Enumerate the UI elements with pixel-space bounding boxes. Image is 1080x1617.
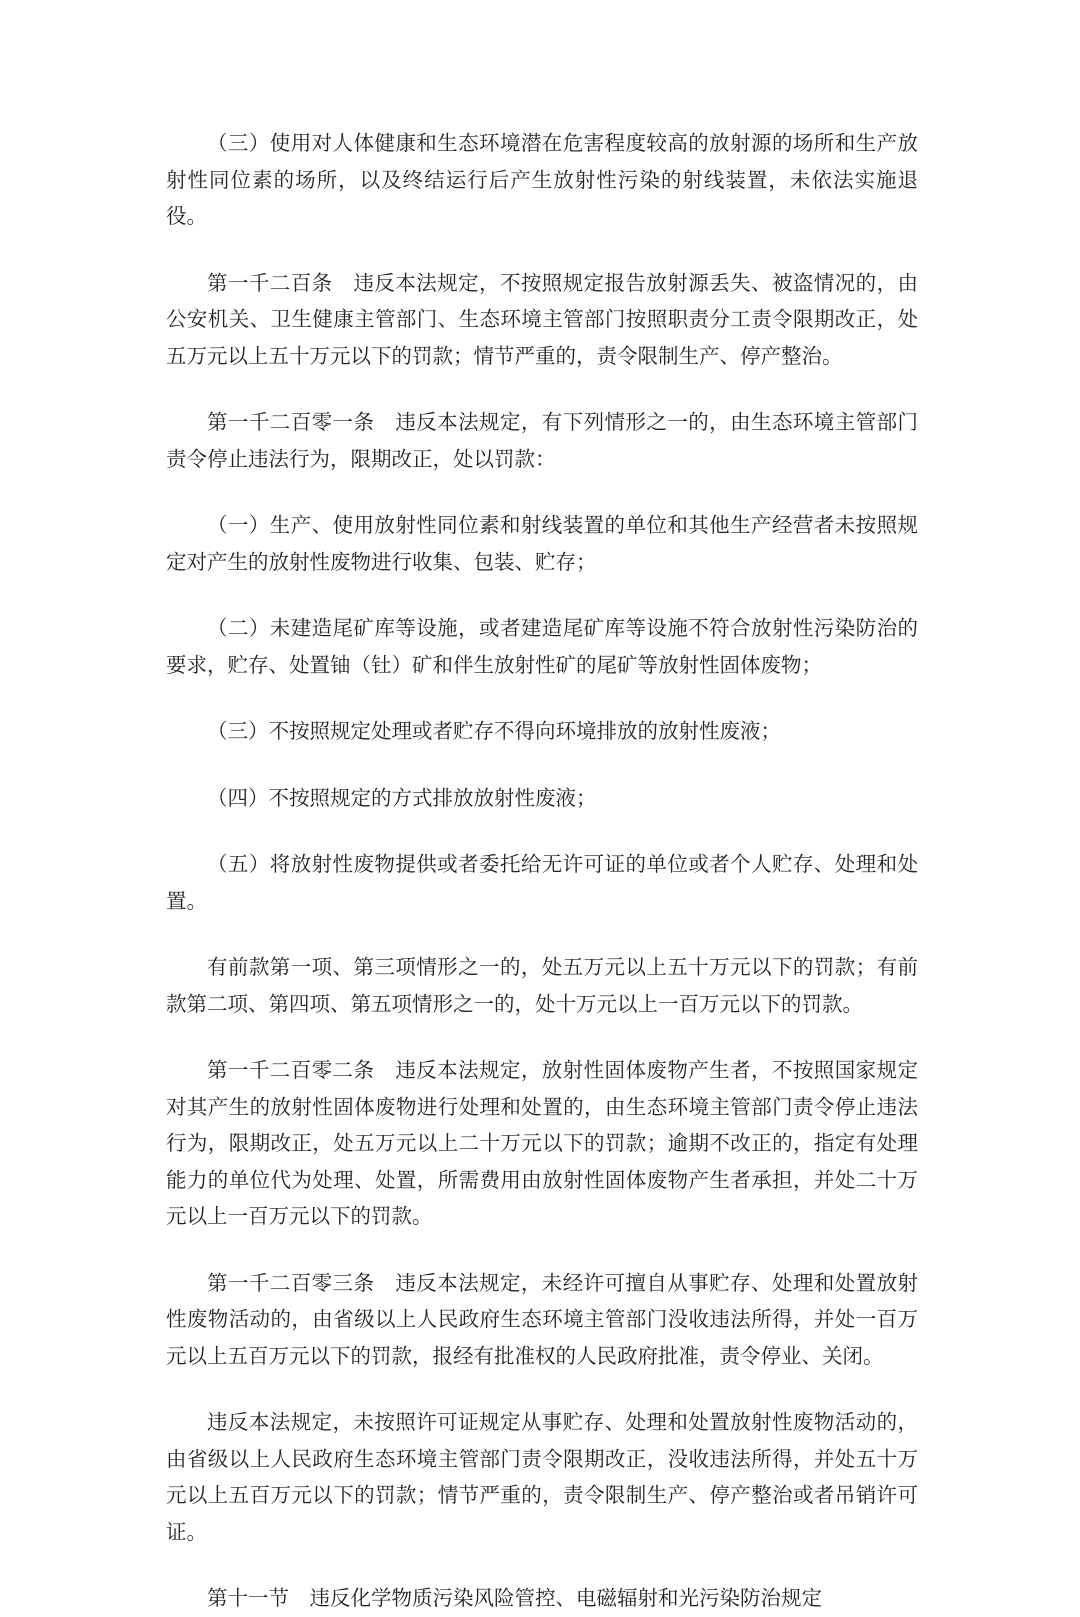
document-body (166, 125, 918, 1617)
paragraph-item-3-decommission: （三）使用对人体健康和生态环境潜在危害程度较高的放射源的场所和生产放射性同位素的场所，以及终结运行后产生放射性污染的射线装置，未依法实施退役。 (166, 131, 918, 228)
article-1203: 第一千二百零三条 违反本法规定，未经许可擅自从事贮存、处理和处置放射性废物活动的，由省级以上人民政府生态环境主管部门没收违法所得，并处一百万元以上五百万元以下的罚款，报经有批准权的人民政府批准，责令停业、关闭。 (166, 1270, 918, 1368)
section-heading: 第十一节 违反化学物质污染风险管控、电磁辐射和光污染防治规定 (207, 1586, 822, 1610)
article-1201-item-5: （五）将放射性废物提供或者委托给无许可证的单位或者个人贮存、处理和处置。 (166, 852, 918, 913)
article-1201-item-4: （四）不按照规定的方式排放放射性废液； (207, 785, 597, 810)
article-1200: 第一千二百条 违反本法规定，不按照规定报告放射源丢失、被盗情况的，由公安机关、卫生健康主管部门、生态环境主管部门按照职责分工责令限期改正，处五万元以上五十万元以下的罚款；情节严重的，责令限制生产、停产整治。 (166, 270, 918, 368)
article-1203-paragraph-2: 违反本法规定，未按照许可证规定从事贮存、处理和处置放射性废物活动的，由省级以上人民政府生态环境主管部门责令限期改正，没收违法所得，并处五十万元以上五百万元以下的罚款；情节严重的，责令限制生产、停产整治或者吊销许可证。 (166, 1410, 918, 1544)
article-1202: 第一千二百零二条 违反本法规定，放射性固体废物产生者，不按照国家规定对其产生的放射性固体废物进行处理和处置的，由生态环境主管部门责令停止违法行为，限期改正，处五万元以上二十万元以下的罚款；逾期不改正的，指定有处理能力的单位代为处理、处置，所需费用由放射性固体废物产生者承担，并处二十万元以上一百万元以下的罚款。 (166, 1058, 918, 1228)
article-1201-item-1: （一）生产、使用放射性同位素和射线装置的单位和其他生产经营者未按照规定对产生的放射性废物进行收集、包装、贮存； (166, 513, 918, 574)
article-1201-item-3: （三）不按照规定处理或者贮存不得向环境排放的放射性废液； (207, 719, 781, 743)
article-1201-item-2: （二）未建造尾矿库等设施，或者建造尾矿库等设施不符合放射性污染防治的要求，贮存、处置铀（钍）矿和伴生放射性矿的尾矿等放射性固体废物； (166, 616, 918, 677)
article-1201: 第一千二百零一条 违反本法规定，有下列情形之一的，由生态环境主管部门责令停止违法行为，限期改正，处以罚款： (166, 410, 918, 471)
article-1201-penalties: 有前款第一项、第三项情形之一的，处五万元以上五十万元以下的罚款；有前款第二项、第四项、第五项情形之一的，处十万元以上一百万元以下的罚款。 (166, 955, 918, 1016)
